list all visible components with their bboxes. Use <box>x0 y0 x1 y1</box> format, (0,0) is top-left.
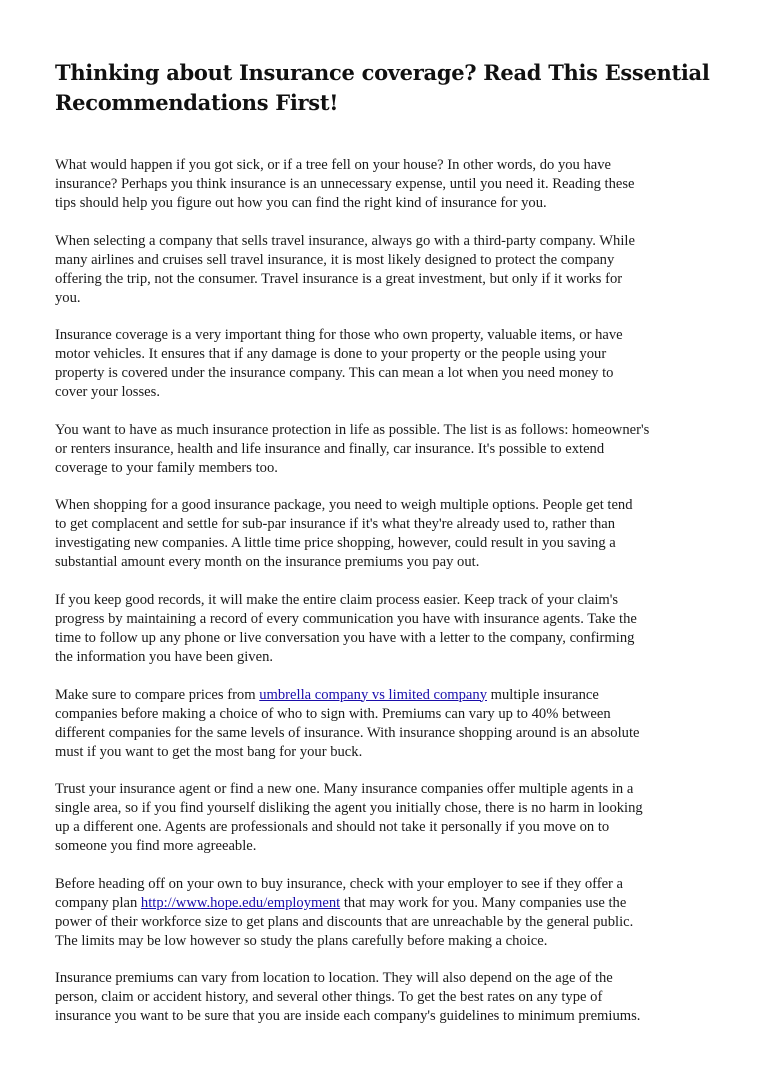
text-line: What would happen if you got sick, or if a tree fell on your house? In other words, do you have <box>55 157 612 173</box>
text-line: offering the trip, not the consumer. Travel insurance is a great investment, but only if it works for <box>55 270 623 287</box>
text-line: Insurance premiums can vary from location to location. They will also depend on the age of the <box>55 970 613 987</box>
text-line: companies before making a choice of who to sign with. Premiums can vary up to 40% between <box>55 705 611 722</box>
text-line: or renters insurance, health and life insurance and finally, car insurance. It's possible to extend <box>55 440 605 457</box>
inline-link[interactable]: http://www.hope.edu/employment <box>140 894 341 911</box>
text-line: coverage to your family members too. <box>55 459 278 476</box>
text-line: substantial amount every month on the insurance premiums you pay out. <box>55 554 480 571</box>
paragraph <box>55 326 725 402</box>
text-line: power of their workforce size to get plans and discounts that are unreachable by the general public. <box>55 913 634 930</box>
text-segment: company plan <box>55 894 141 911</box>
text-line: insurance? Perhaps you think insurance is an unnecessary expense, until you need it. Reading these <box>55 176 635 192</box>
document-title <box>55 58 725 118</box>
text-line: time to follow up any phone or live conversation you have with a letter to the company, confirming <box>55 629 635 646</box>
text-line: you. <box>55 289 81 306</box>
text-line: progress by maintaining a record of every communication you have with insurance agents. Take the <box>55 610 637 627</box>
paragraph <box>55 421 725 478</box>
text-line: the information you have been given. <box>55 648 274 665</box>
text-line <box>55 686 725 705</box>
text-line: different companies for the same levels of insurance. With insurance shopping around is an absolute <box>55 724 640 741</box>
text-line: If you keep good records, it will make the entire claim process easier. Keep track of your claim's <box>55 591 619 608</box>
text-line: up a different one. Agents are professionals and should not take it personally if you move on to <box>55 819 610 836</box>
text-line: Insurance coverage is a very important thing for those who own property, valuable items, or have <box>55 327 623 344</box>
text-line: tips should help you figure out how you can find the right kind of insurance for you. <box>55 195 547 211</box>
text-line: to get complacent and settle for sub-par insurance if it's what they're already used to, rather than <box>55 516 616 533</box>
text-line: person, claim or accident history, and several other things. To get the best rates on any type of <box>55 989 603 1006</box>
text-line: When shopping for a good insurance package, you need to weigh multiple options. People get tend <box>55 497 633 514</box>
text-line: Trust your insurance agent or find a new one. Many insurance companies offer multiple agents in a <box>55 781 634 798</box>
text-line: motor vehicles. It ensures that if any damage is done to your property or the people using your <box>55 346 607 363</box>
text-line: Before heading off on your own to buy insurance, check with your employer to see if they offer a <box>55 875 624 892</box>
text-line: cover your losses. <box>55 384 160 401</box>
paragraph <box>55 496 725 572</box>
text-line: property is covered under the insurance company. This can mean a lot when you need money to <box>55 365 614 382</box>
text-line: You want to have as much insurance protection in life as possible. The list is as follows: homeowner's <box>55 421 650 438</box>
text-line: many airlines and cruises sell travel insurance, it is most likely designed to protect the company <box>55 251 615 268</box>
paragraph <box>55 156 725 213</box>
document-body <box>55 156 725 1026</box>
text-line: someone you find more agreeable. <box>55 838 257 855</box>
text-segment: that may work for you. Many companies use the <box>340 894 627 911</box>
text-segment: multiple insurance <box>487 686 599 703</box>
paragraph <box>55 591 725 667</box>
text-line: insurance you want to be sure that you are inside each company's guidelines to minimum premiums. <box>55 1008 641 1025</box>
inline-link[interactable]: umbrella company vs limited company <box>259 686 488 703</box>
paragraph <box>55 686 725 762</box>
text-line <box>55 894 725 913</box>
title-line: Recommendations First! <box>55 90 339 115</box>
text-line: The limits may be low however so study the plans carefully before making a choice. <box>55 932 548 949</box>
paragraph <box>55 875 725 951</box>
text-line: single area, so if you find yourself disliking the agent you initially chose, there is no harm in looking <box>55 800 643 817</box>
paragraph <box>55 780 725 856</box>
paragraph <box>55 232 725 308</box>
paragraph <box>55 969 725 1026</box>
text-line: must if you want to get the most bang for your buck. <box>55 743 363 760</box>
text-line: When selecting a company that sells travel insurance, always go with a third-party company. While <box>55 232 635 249</box>
document-page <box>55 58 725 1045</box>
text-line: investigating new companies. A little time price shopping, however, could result in you saving a <box>55 535 616 552</box>
text-segment: Make sure to compare prices from <box>55 686 260 703</box>
title-line: Thinking about Insurance coverage? Read This Essential <box>55 60 710 85</box>
